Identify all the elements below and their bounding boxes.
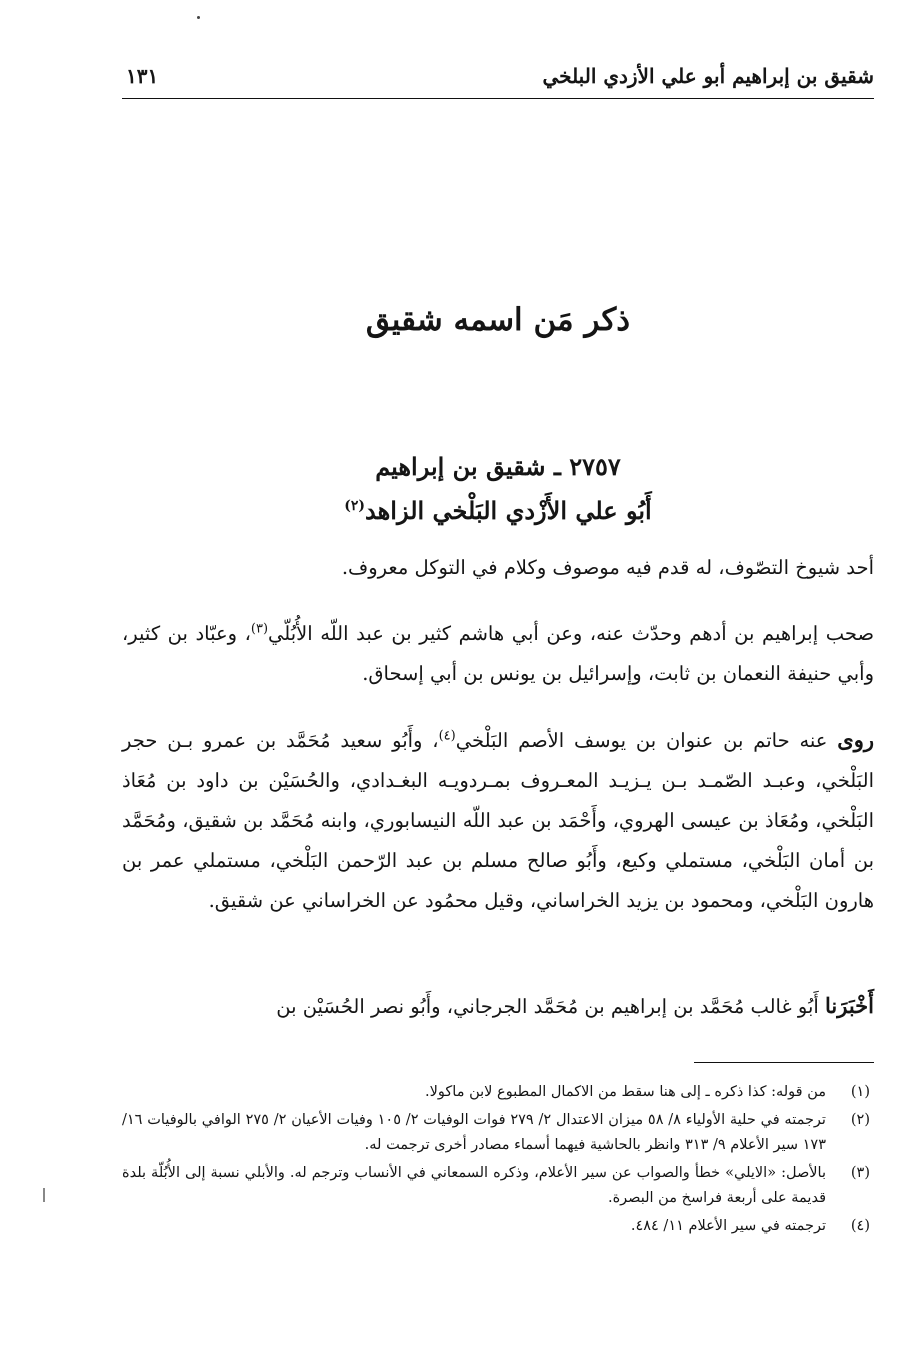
section-heading: ذكر مَن اسمه شقيق [365,302,631,338]
footnote-ref-4: (٤) [438,728,456,744]
paragraph-description [122,548,874,588]
running-header-title: شقيق بن إبراهيم أبو علي الأزدي البلخي [542,64,874,88]
paragraph-text: عنه حاتم بن عنوان بن يوسف الأصم البَلْخي [455,729,838,752]
footnote-item [122,1108,874,1159]
paragraph-text: صحب إبراهيم بن أدهم وحدّث عنه، وعن أبي هاشم كثير بن عبد اللّه الأُبُلّي [268,622,875,645]
paragraph-lead-word: روى [837,727,874,752]
scan-speck [197,16,200,19]
footnote-number: (٣) [850,1164,870,1181]
footnote-text: بالأصل: «الايلي» خطأ والصواب عن سير الأعلام، وذكره السمعاني في الأنساب وترجم له. والأبلي نسبة إلى الأُبُلّة بلدة قديمة على أربعة فراسخ من البصرة. [122,1164,826,1206]
footnote-item [122,1161,874,1212]
entry-title-line2 [122,496,874,525]
footnote-number: (٤) [850,1217,870,1234]
page-number: ١٣١ [126,64,159,88]
footnote-text: ترجمته في حلية الأولياء ٨/ ٥٨ ميزان الاعتدال ٢/ ٢٧٩ فوات الوفيات ٢/ ١٠٥ وفيات الأعيان ٢/ ٢٧٥ الوافي بالوفيات ١٦/ ١٧٣ سير الأعلام ٩/ ٣١٣ وانظر بالحاشية فيهما أسماء مصادر أخرى ترجمت له. [122,1111,826,1153]
footnote-text: من قوله: كذا ذكره ـ إلى هنا سقط من الاكمال المطبوع لابن ماكولا. [425,1084,826,1100]
footnote-item [122,1214,874,1240]
paragraph-text: أَبُو غالب مُحَمَّد بن إبراهيم بن مُحَمَّد الجرجاني، وأَبُو نصر الحُسَيْن بن [276,995,826,1018]
paragraph-text: أحد شيوخ التصّوف، له قدم فيه موصوف وكلام في التوكل معروف. [341,556,874,579]
footnotes [122,1080,874,1241]
paragraph-text: ، وعبّاد بن كثير، وأبي حنيفة النعمان بن ثابت، وإسرائيل بن يونس بن أبي إسحاق. [122,622,874,685]
footnote-item [122,1080,874,1106]
paragraph-lead-word: أَخْبَرَنا [825,993,874,1018]
entry-title-name: أَبُو علي الأَزْدي البَلْخي الزاهد [365,496,652,525]
paragraph-teachers [122,614,874,694]
running-header [122,60,874,99]
footnote-number: (٢) [850,1111,870,1128]
footnote-number: (١) [850,1084,870,1100]
footnote-text: ترجمته في سير الأعلام ١١/ ٤٨٤. [630,1217,826,1234]
paragraph-students [122,720,874,921]
paragraph-isnad [122,986,874,1027]
entry-title-line1: ٢٧٥٧ ـ شقيق بن إبراهيم [375,452,621,481]
paragraph-text: ، وأَبُو سعيد مُحَمَّد بن عمرو بـن حجر البَلْخي، وعبـد الصّمـد بـن يـزيـد المعـروف بمـردويـه البغـدادي، والحُسَيْن بن داود بن مُعَاذ البَلْخي، ومُعَاذ بن عيسى الهروي، وأَحْمَد بن عبد اللّه النيسابوري، وابنه مُحَمَّد بن شقيق، ومُحَمَّد بن أمان البَلْخي، مستملي وكيع، وأَبُو صالح مسلم بن عبد الرّحمن البَلْخي، مستملي عمر بن هارون البَلْخي، ومحمود بن يزيد الخراساني، وقيل محمُود عن الخراساني عن شقيق. [122,729,874,912]
footnote-divider [694,1062,874,1063]
footnote-ref-2: (٢) [344,498,366,514]
scan-edge-mark [43,1188,45,1202]
footnote-ref-3: (٣) [250,621,269,637]
